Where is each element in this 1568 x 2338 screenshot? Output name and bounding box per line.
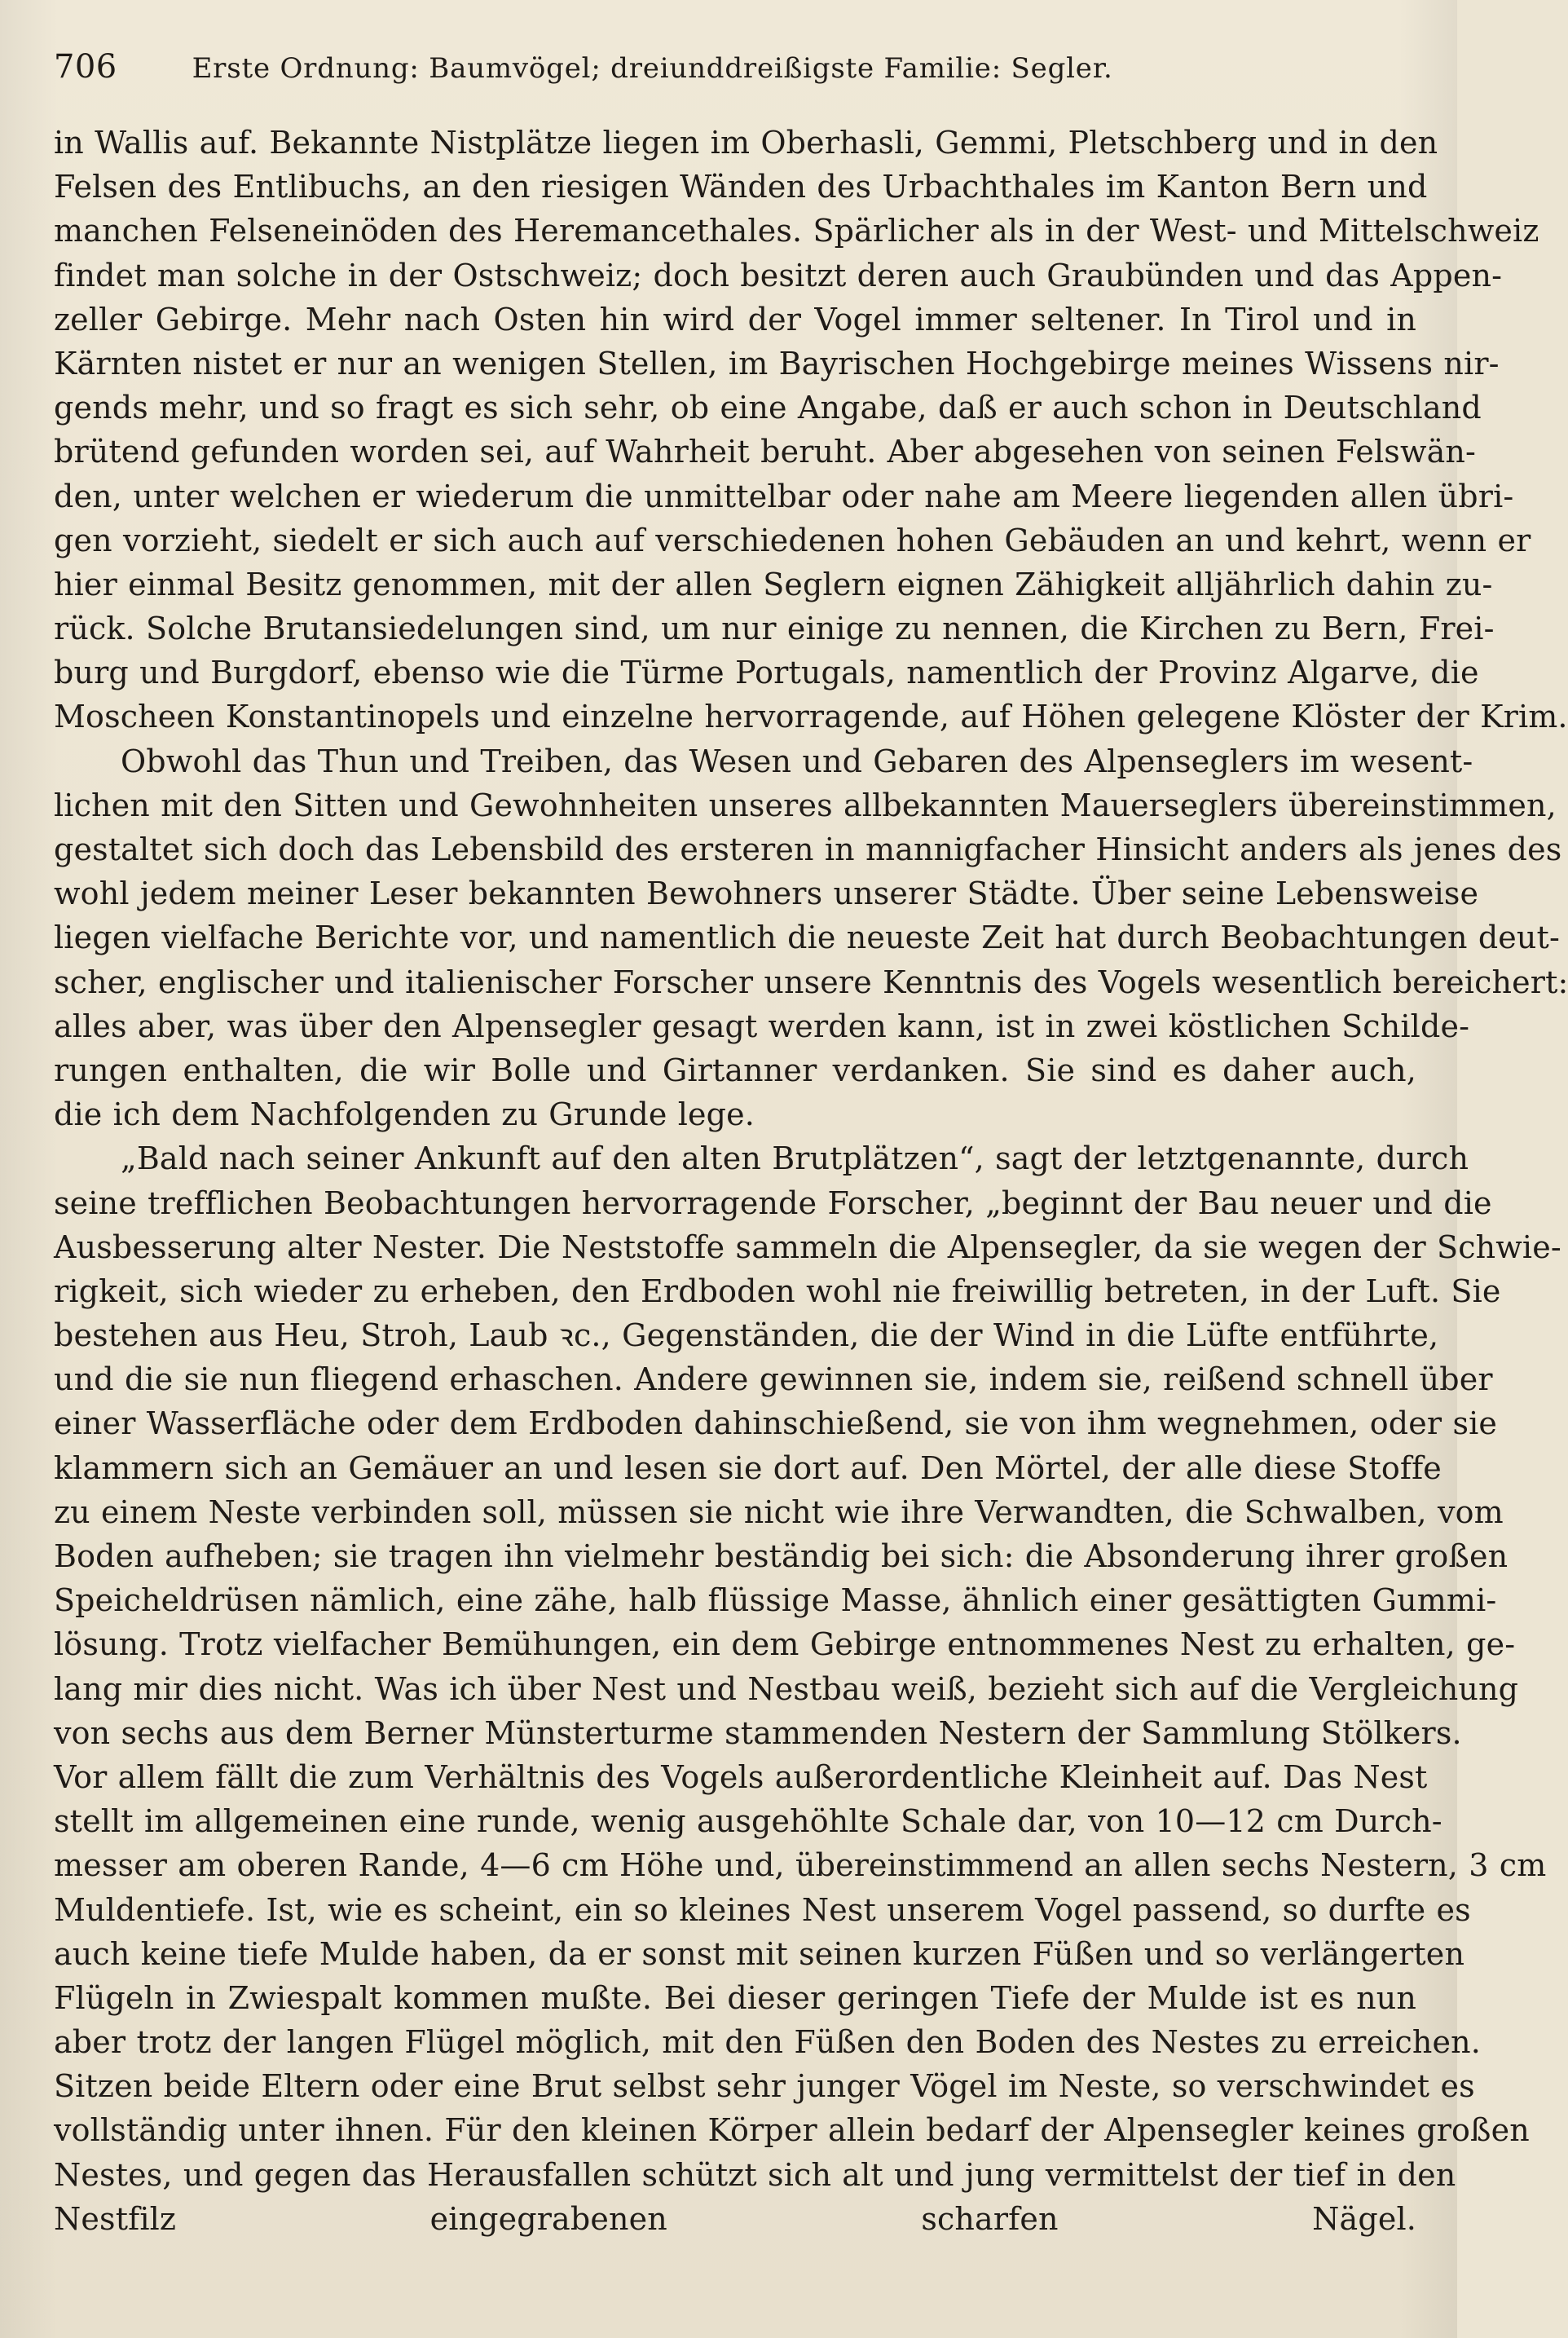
paragraph-start-line: „Bald nach seiner Ankunft auf den alten Brutplätzen“, sagt der letztgenannte, durch (121, 1140, 1469, 1177)
text-line: seine trefflichen Beobachtungen hervorragende Forscher, „beginnt der Bau neuer und die (54, 1184, 1492, 1221)
text-line: hier einmal Besitz genommen, mit der allen Seglern eignen Zähigkeit alljährlich dahin zu- (54, 566, 1493, 602)
text-line: messer am oberen Rande, 4—6 cm Höhe und, übereinstimmend an allen sechs Nestern, 3 cm (54, 1847, 1547, 1884)
text-line: lösung. Trotz vielfacher Bemühungen, ein dem Gebirge entnommenes Nest zu erhalten, ge- (54, 1626, 1516, 1663)
text-line: gestaltet sich doch das Lebensbild des ersteren in mannigfacher Hinsicht anders als jenes des (54, 832, 1562, 867)
text-line: manchen Felseneinöden des Heremancethales. Spärlicher als in der West- und Mittelschweiz (54, 213, 1539, 249)
text-line: in Wallis auf. Bekannte Nistplätze liegen im Oberhasli, Gemmi, Pletschberg und in den (54, 125, 1438, 161)
text-line: Moscheen Konstantinopels und einzelne hervorragende, auf Höhen gelegene Klöster der Krim. (54, 699, 1568, 735)
text-line: rigkeit, sich wieder zu erheben, den Erdboden wohl nie freiwillig betreten, in der Luft. Sie (54, 1273, 1501, 1309)
text-line: stellt im allgemeinen eine runde, wenig ausgehöhlte Schale dar, von 10—12 cm Durch- (54, 1803, 1442, 1840)
text-line: gen vorzieht, siedelt er sich auch auf verschiedenen hohen Gebäuden an und kehrt, wenn er (54, 522, 1531, 558)
text-line: die ich dem Nachfolgenden zu Grunde lege. (54, 1096, 755, 1133)
text-line: alles aber, was über den Alpensegler gesagt werden kann, ist in zwei köstlichen Schilde- (54, 1008, 1470, 1044)
text-line: lang mir dies nicht. Was ich über Nest und Nestbau weiß, bezieht sich auf die Vergleichung (54, 1670, 1519, 1707)
body-text (54, 121, 1568, 2285)
page-header (54, 48, 1415, 86)
page-number: 706 (54, 48, 117, 86)
text-line: Nestes, und gegen das Herausfallen schützt sich alt und jung vermittelst der tief in den (54, 2156, 1456, 2193)
paragraph-start-line: Obwohl das Thun und Treiben, das Wesen und Gebaren des Alpenseglers im wesent- (121, 743, 1473, 779)
text-line: aber trotz der langen Flügel möglich, mit den Füßen den Boden des Nestes zu erreichen. (54, 2024, 1482, 2061)
text-line: bestehen aus Heu, Stroh, Laub ꝛc., Gegenständen, die der Wind in die Lüfte entführte, (54, 1317, 1439, 1354)
text-line: gends mehr, und so fragt es sich sehr, ob eine Angabe, daß er auch schon in Deutschland (54, 390, 1482, 426)
text-line: Nestfilz eingegrabenen scharfen Nägel. (54, 2200, 1416, 2237)
running-head: Erste Ordnung: Baumvögel; dreiunddreißigste Familie: Segler. (192, 52, 1113, 85)
text-line: Boden aufheben; sie tragen ihn vielmehr beständig bei sich: die Absonderung ihrer großen (54, 1538, 1509, 1574)
text-line: Felsen des Entlibuchs, an den riesigen Wänden des Urbachthales im Kanton Bern und (54, 169, 1428, 205)
text-line: zu einem Neste verbinden soll, müssen sie nicht wie ihre Verwandten, die Schwalben, vom (54, 1493, 1504, 1530)
text-line: Vor allem fällt die zum Verhältnis des Vogels außerordentliche Kleinheit auf. Das Nest (54, 1758, 1428, 1795)
text-line: zeller Gebirge. Mehr nach Osten hin wird der Vogel immer seltener. In Tirol und in (54, 301, 1416, 337)
text-line: rungen enthalten, die wir Bolle und Girtanner verdanken. Sie sind es daher auch, (54, 1052, 1416, 1088)
text-line: vollständig unter ihnen. Für den kleinen Körper allein bedarf der Alpensegler keines großen (54, 2112, 1530, 2149)
text-line: scher, englischer und italienischer Forscher unsere Kenntnis des Vogels wesentlich bereichert: (54, 964, 1568, 1000)
text-line: lichen mit den Sitten und Gewohnheiten unseres allbekannten Mauerseglers übereinstimmen, (54, 787, 1557, 823)
text-line: Sitzen beide Eltern oder eine Brut selbst sehr junger Vögel im Neste, so verschwindet es (54, 2068, 1475, 2105)
text-line (54, 2241, 1416, 2285)
text-line: rück. Solche Brutansiedelungen sind, um nur einige zu nennen, die Kirchen zu Bern, Frei- (54, 611, 1495, 647)
text-line: Ausbesserung alter Nester. Die Neststoffe sammeln die Alpensegler, da sie wegen der Schwie- (54, 1229, 1561, 1265)
text-line: Muldentiefe. Ist, wie es scheint, ein so kleines Nest unserem Vogel passend, so durfte es (54, 1891, 1471, 1928)
text-line: findet man solche in der Ostschweiz; doch besitzt deren auch Graubünden und das Appen- (54, 257, 1503, 293)
text-line: von sechs aus dem Berner Münsterturme stammenden Nestern der Sammlung Stölkers. (54, 1714, 1462, 1751)
text-line: Flügeln in Zwiespalt kommen mußte. Bei dieser geringen Tiefe der Mulde ist es nun (54, 1979, 1416, 2016)
text-line: Speicheldrüsen nämlich, eine zähe, halb flüssige Masse, ähnlich einer gesättigten Gummi- (54, 1582, 1497, 1619)
text-line: wohl jedem meiner Leser bekannten Bewohners unserer Städte. Über seine Lebensweise (54, 876, 1479, 912)
text-line: liegen vielfache Berichte vor, und namentlich die neueste Zeit hat durch Beobachtungen deut- (54, 920, 1560, 956)
text-line: einer Wasserfläche oder dem Erdboden dahinschießend, sie von ihm wegnehmen, oder sie (54, 1405, 1498, 1442)
text-line: auch keine tiefe Mulde haben, da er sonst mit seinen kurzen Füßen und so verlängerten (54, 1935, 1465, 1972)
text-line: klammern sich an Gemäuer an und lesen sie dort auf. Den Mörtel, der alle diese Stoffe (54, 1449, 1442, 1486)
text-line: burg und Burgdorf, ebenso wie die Türme Portugals, namentlich der Provinz Algarve, die (54, 655, 1479, 691)
text-line: den, unter welchen er wiederum die unmittelbar oder nahe am Meere liegenden allen übri- (54, 478, 1514, 514)
text-line: und die sie nun fliegend erhaschen. Andere gewinnen sie, indem sie, reißend schnell über (54, 1361, 1493, 1398)
text-line: Kärnten nistet er nur an wenigen Stellen, im Bayrischen Hochgebirge meines Wissens nir- (54, 345, 1500, 382)
text-line: brütend gefunden worden sei, auf Wahrheit beruht. Aber abgesehen von seinen Felswän- (54, 434, 1477, 470)
